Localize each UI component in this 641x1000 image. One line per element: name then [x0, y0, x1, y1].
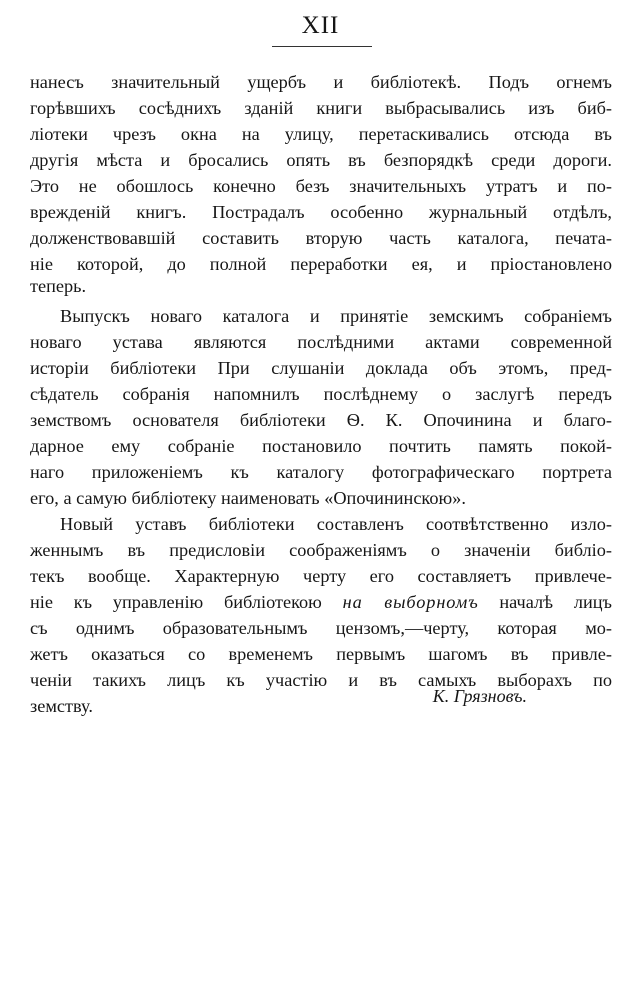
text-segment: началѣ лицъ	[478, 592, 612, 612]
text-line: наго приложеніемъ къ каталогу фотографическаго портрета	[30, 462, 612, 482]
header-rule	[272, 46, 372, 47]
author-signature: К. Грязновъ.	[432, 686, 527, 706]
text-line: жетъ оказаться со временемъ первымъ шагомъ въ привле-	[30, 644, 612, 664]
text-line	[30, 588, 612, 616]
text-line: другія мѣста и бросались опять въ безпорядкѣ среди дороги.	[30, 150, 612, 170]
text-line: ченіи такихъ лицъ къ участію и въ самыхъ выборахъ по	[30, 670, 612, 690]
text-line: женнымъ въ предисловіи соображеніямъ о значеніи библіо-	[30, 540, 612, 560]
page-number: XII	[301, 12, 340, 39]
text-line: Выпускъ новаго каталога и принятіе земскимъ собраніемъ	[60, 306, 612, 326]
text-line: текъ вообще. Характерную черту его составляетъ привлече-	[30, 566, 612, 586]
text-line: ліотеки чрезъ окна на улицу, перетаскивались отсюда въ	[30, 124, 612, 144]
emphasized-phrase: на выборномъ	[342, 592, 479, 612]
text-line: долженствовавшій составить вторую часть каталога, печата-	[30, 228, 612, 248]
text-line: теперь.	[30, 276, 87, 296]
text-line: съ однимъ образовательнымъ цензомъ,—черту, которая мо-	[30, 618, 612, 638]
text-segment: ніе къ управленію библіотекою	[30, 592, 343, 612]
text-line: врежденій книгъ. Пострадалъ особенно журнальный отдѣлъ,	[30, 202, 612, 222]
text-line: Новый уставъ библіотеки составленъ соотвѣтственно изло-	[60, 514, 612, 534]
text-line: горѣвшихъ сосѣднихъ зданій книги выбрасывались изъ биб-	[30, 98, 612, 118]
text-line: сѣдатель собранія напомнилъ послѣднему о заслугѣ передъ	[30, 384, 612, 404]
text-line: ніе которой, до полной переработки ея, и пріостановлено	[30, 254, 612, 274]
text-line: Это не обошлось конечно безъ значительныхъ утратъ и по-	[30, 176, 612, 196]
text-line: его, а самую библіотеку наименовать «Опочининскою».	[30, 488, 466, 508]
text-line: земству.	[30, 696, 93, 716]
text-line: земствомъ основателя библіотеки Ѳ. К. Опочинина и благо-	[30, 410, 612, 430]
text-line: новаго устава являются послѣдними актами современной	[30, 332, 612, 352]
text-line: исторіи библіотеки При слушаніи доклада объ этомъ, пред-	[30, 358, 612, 378]
text-line: дарное ему собраніе постановило почтить память покой-	[30, 436, 612, 456]
text-line: нанесъ значительный ущербъ и библіотекѣ. Подъ огнемъ	[30, 72, 612, 92]
